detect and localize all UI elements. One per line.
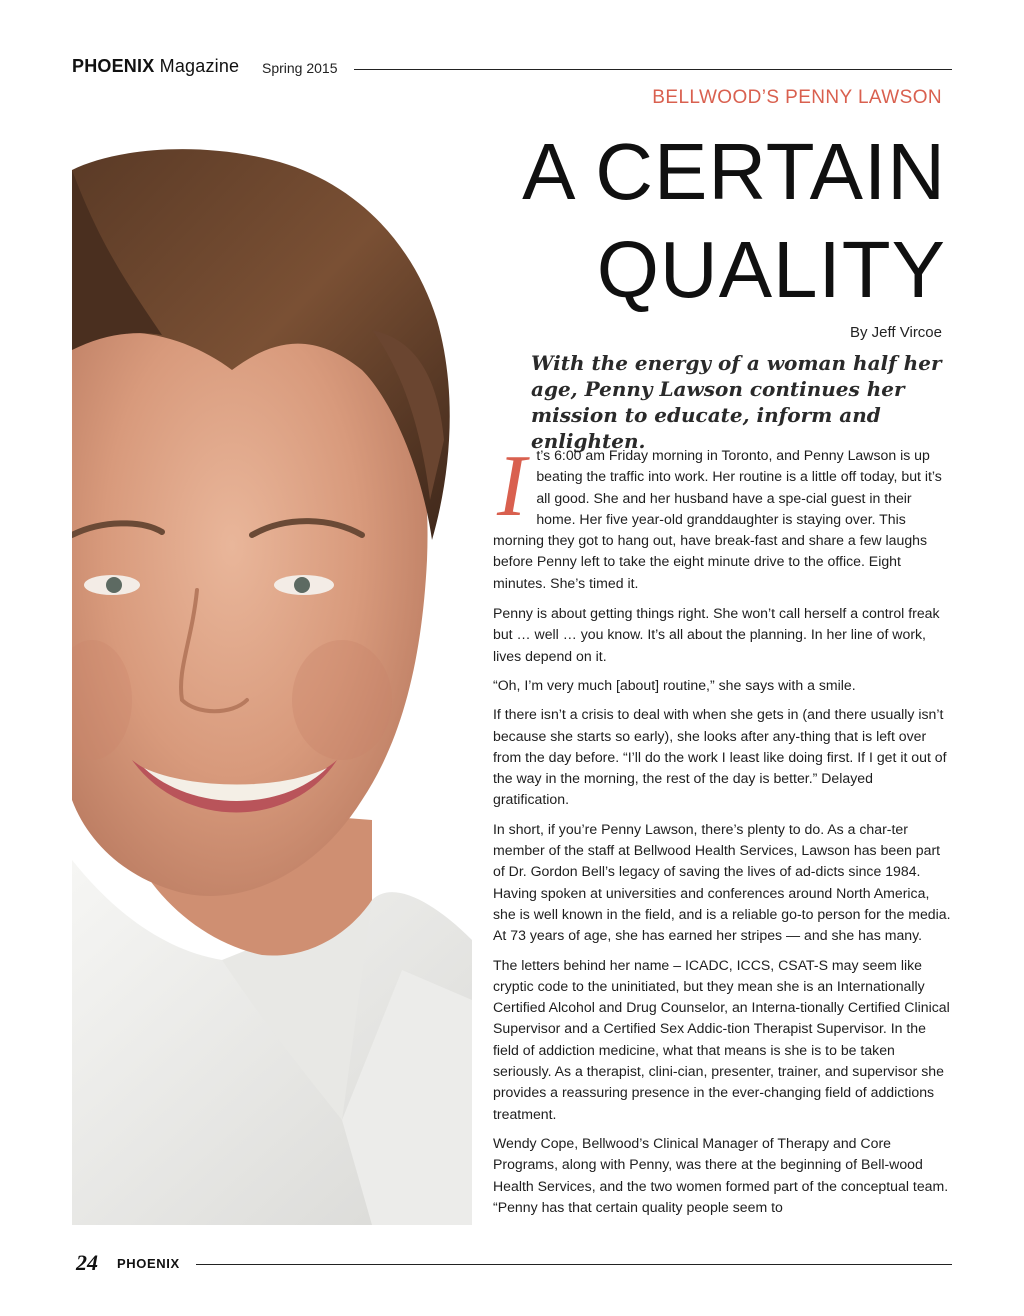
- paragraph-text: t’s 6:00 am Friday morning in Toronto, and Penny Lawson is up beating the traffic into work. Her routine is a little off today, but it’s all good. She and her husband have a spe-cial guest in their home. Her five year-old granddaughter is staying over. This morning they got to hang out, have break-fast and share a few laughs before Penny left to take the eight minute drive to the office. Eight minutes. She’s timed it.: [493, 447, 942, 591]
- article-paragraph: Wendy Cope, Bellwood’s Clinical Manager of Therapy and Core Programs, along with Penny, was there at the beginning of Bell-wood Health Services, and the two women formed part of the conceptual team. “Penny has that certain quality people seem to: [493, 1134, 949, 1215]
- issue-label: Spring 2015: [262, 60, 338, 76]
- magazine-brand: [72, 56, 239, 77]
- article-paragraph: In short, if you’re Penny Lawson, there’s plenty to do. As a char-ter member of the staff at Bellwood Health Services, Lawson has been part of Dr. Gordon Bell’s legacy of saving the lives of ad-dicts since 1984. Having spoken at universities and conferences around North America, she is well known in the field, and is a reliable go-to person for the media. At 73 years of age, she has earned her stripes — and she has many.: [493, 820, 951, 944]
- deck-standfirst: With the energy of a woman half her age, Penny Lawson continues her mission to educate, inform and enlighten.: [531, 351, 942, 453]
- article-paragraph: Penny is about getting things right. She won’t call herself a control freak but … well … you know. It’s all about the planning. In her line of work, lives depend on it.: [493, 605, 940, 664]
- article-paragraph: [493, 438, 951, 594]
- headline-line-2: QUALITY: [596, 225, 946, 314]
- article-paragraph: “Oh, I’m very much [about] routine,” she says with a smile.: [493, 676, 856, 693]
- header-rule: [354, 69, 952, 70]
- page-number: 24: [76, 1250, 98, 1275]
- footer-brand: PHOENIX: [117, 1256, 180, 1271]
- running-header: [72, 54, 952, 82]
- kicker: BELLWOOD’S PENNY LAWSON: [652, 87, 942, 108]
- running-footer: [72, 1250, 952, 1277]
- brand-name-suffix: Magazine: [154, 56, 240, 76]
- headline-line-1: A CERTAIN: [522, 127, 946, 216]
- drop-cap: I: [497, 438, 527, 535]
- article-paragraph: If there isn’t a crisis to deal with when she gets in (and there usually isn’t because she starts so early), she looks after any-thing that is left over from the day before. “I’ll do the work I least like doing first. If I get it out of the way in the morning, the rest of the day is better.” Delayed gratification.: [493, 706, 947, 808]
- article-paragraph: The letters behind her name – ICADC, ICCS, CSAT-S may seem like cryptic code to the uninitiated, but they mean she is an Internationally Certified Alcohol and Drug Counselor, an Interna-tionally Certified Clinical Supervisor and a Certified Sex Addic-tion Therapist Supervisor. In the field of addiction medicine, what that means is she is to be taken seriously. As a therapist, clini-cian, presenter, trainer, and supervisor she provides a reassuring presence in the ever-changing field of addictions treatment.: [493, 956, 950, 1122]
- article-body: [493, 438, 951, 1226]
- brand-name-bold: PHOENIX: [72, 56, 155, 76]
- footer-rule: [196, 1264, 952, 1265]
- portrait-photo: [72, 140, 472, 1225]
- byline: By Jeff Vircoe: [850, 324, 942, 341]
